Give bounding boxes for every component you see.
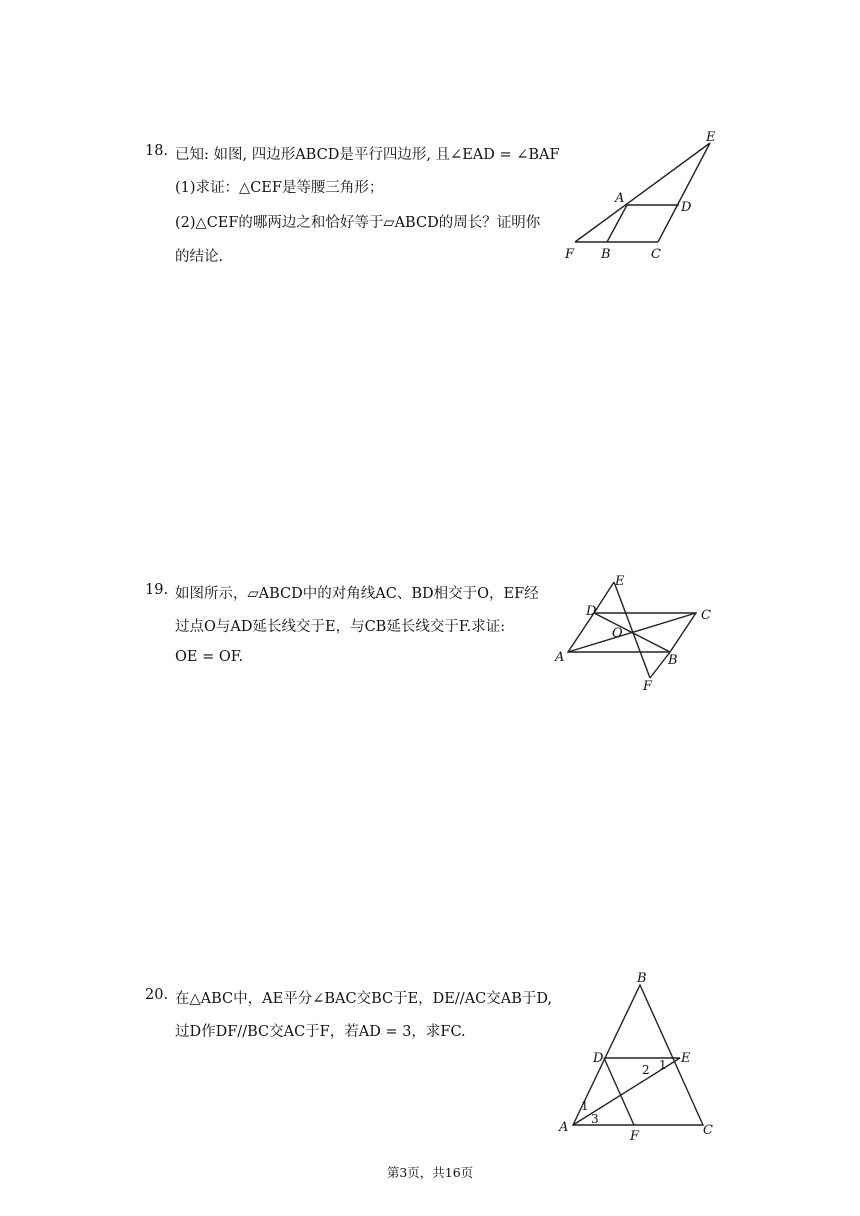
page-footer: 第3页，共16页: [386, 1165, 474, 1180]
figure-19: [550, 570, 725, 695]
label-F: F: [630, 1129, 640, 1144]
label-A: A: [555, 650, 565, 665]
label-E: E: [615, 574, 625, 589]
label-B: B: [637, 971, 647, 986]
label-D: D: [586, 604, 597, 619]
angle-label-1b: 1: [659, 1058, 667, 1072]
problem-text-line: 的结论.: [175, 249, 224, 265]
figure-20: [555, 970, 730, 1145]
angle-label-2: 2: [642, 1063, 650, 1077]
problem-text-line: 已知: 如图, 四边形ABCD是平行四边形, 且∠EAD = ∠BAF: [175, 147, 560, 163]
problem-text-line: (1)求证：△CEF是等腰三角形；: [175, 180, 384, 196]
label-A: A: [559, 1120, 569, 1135]
problem-number: 18.: [145, 143, 169, 159]
label-A: A: [615, 191, 625, 206]
label-C: C: [703, 1123, 713, 1138]
label-F: F: [643, 679, 653, 694]
label-E: E: [681, 1051, 691, 1066]
problem-text-line: 在△ABC中，AE平分∠BAC交BC于E，DE//AC交AB于D,: [175, 991, 553, 1007]
label-C: C: [651, 247, 661, 262]
label-B: B: [601, 247, 611, 262]
label-F: F: [565, 247, 575, 262]
figure-18: [555, 125, 730, 270]
label-C: C: [701, 608, 711, 623]
label-O: O: [612, 626, 623, 641]
label-D: D: [681, 200, 692, 215]
label-D: D: [593, 1051, 604, 1066]
problem-text-line: 过点O与AD延长线交于E，与CB延长线交于F.求证:: [175, 619, 506, 635]
label-E: E: [706, 130, 716, 145]
label-B: B: [668, 653, 678, 668]
angle-label-1: 1: [581, 1099, 589, 1113]
problem-text-line: 过D作DF//BC交AC于F，若AD = 3，求FC.: [175, 1024, 466, 1040]
problem-text-line: OE = OF.: [175, 649, 244, 665]
problem-number: 19.: [145, 582, 169, 598]
problem-text-line: (2)△CEF的哪两边之和恰好等于▱ABCD的周长？证明你: [175, 215, 541, 231]
angle-label-3: 3: [591, 1112, 599, 1126]
problem-text-line: 如图所示，▱ABCD中的对角线AC、BD相交于O，EF经: [175, 586, 539, 602]
problem-number: 20.: [145, 987, 169, 1003]
